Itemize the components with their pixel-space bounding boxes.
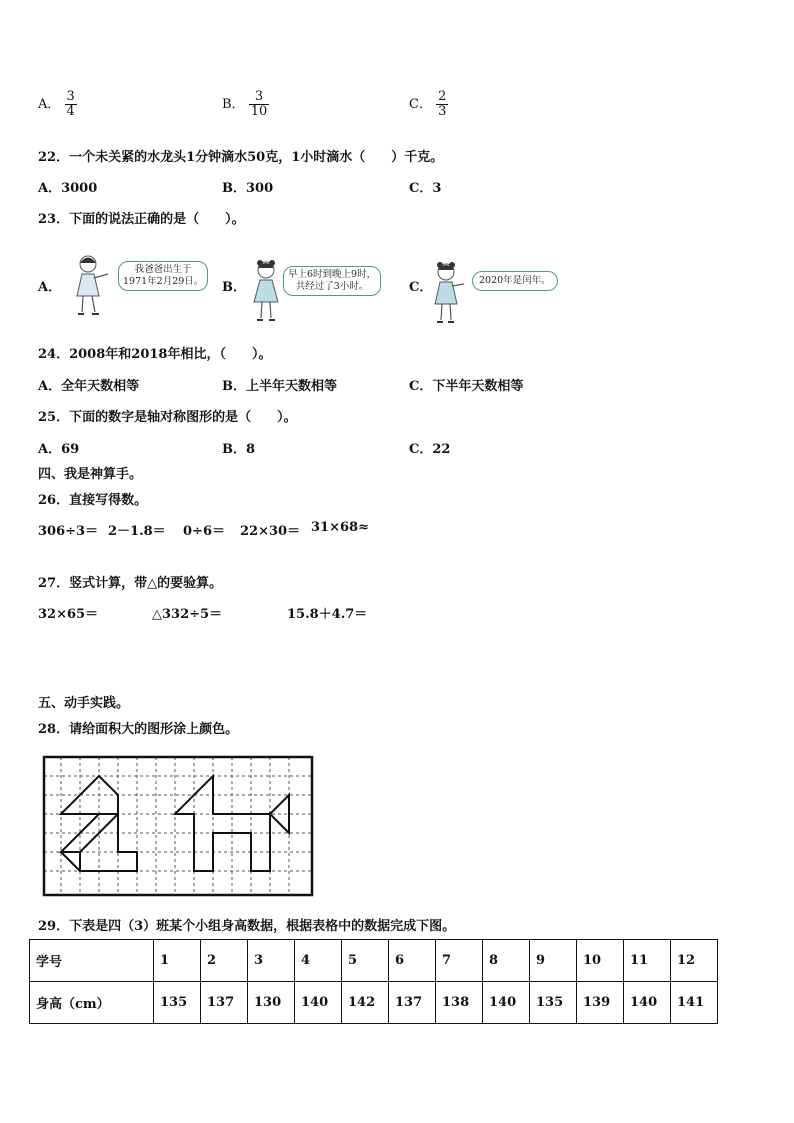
speech-bubble-a	[118, 261, 208, 291]
q28-stem: 28．请给面积大的图形涂上颜色。	[38, 722, 239, 737]
q24-option-b[interactable]: B．上半年天数相等	[222, 379, 337, 394]
option-label: B．	[222, 97, 245, 112]
q26-item: 22×30＝	[240, 524, 301, 539]
fraction	[249, 90, 270, 119]
bubble-line: 早上6时到晚上9时，	[288, 269, 377, 280]
table-cell: 11	[624, 940, 671, 982]
row-header-height: 身高（cm）	[30, 982, 154, 1024]
speech-bubble-b	[283, 266, 381, 296]
q25-stem: 25．下面的数字是轴对称图形的是（ ）。	[38, 410, 297, 425]
speech-bubble-c	[472, 271, 558, 291]
table-cell: 10	[577, 940, 624, 982]
q25-option-c[interactable]: C．22	[409, 442, 451, 457]
q22-option-a[interactable]: A．3000	[38, 181, 98, 196]
grid-border	[44, 757, 312, 895]
table-cell: 9	[530, 940, 577, 982]
fraction	[436, 90, 448, 119]
table-cell: 141	[671, 982, 718, 1024]
q22-stem: 22．一个未关紧的水龙头1分钟滴水50克，1小时滴水（ ）千克。	[38, 150, 444, 165]
fraction	[65, 90, 77, 119]
q24-option-c[interactable]: C．下半年天数相等	[409, 379, 524, 394]
table-cell: 140	[483, 982, 530, 1024]
numerator: 3	[249, 90, 270, 105]
table-cell: 3	[248, 940, 295, 982]
option-label: A．	[38, 97, 61, 112]
numerator: 2	[438, 89, 447, 104]
table-cell: 5	[342, 940, 389, 982]
denominator: 4	[66, 104, 75, 119]
q26-item: 306÷3＝	[38, 524, 99, 539]
shape-left-edge	[61, 852, 80, 871]
q27-item: △332÷5＝	[152, 607, 223, 622]
table-cell: 12	[671, 940, 718, 982]
table-cell: 137	[389, 982, 436, 1024]
q22-option-b[interactable]: B．300	[222, 181, 274, 196]
numerator: 3	[66, 89, 75, 104]
q25-option-b[interactable]: B．8	[222, 442, 256, 457]
table-row	[30, 940, 718, 982]
table-cell: 130	[248, 982, 295, 1024]
section-five-title: 五、动手实践。	[38, 696, 130, 711]
q23-stem: 23．下面的说法正确的是（ ）。	[38, 212, 245, 227]
table-cell: 1	[154, 940, 201, 982]
table-cell: 4	[295, 940, 342, 982]
girl-figure-c	[432, 260, 468, 326]
row-header-student-number: 学号	[30, 940, 154, 982]
q26-stem: 26．直接写得数。	[38, 493, 148, 508]
girl-figure-a	[72, 252, 112, 318]
q24-option-a[interactable]: A．全年天数相等	[38, 379, 140, 394]
table-cell: 7	[436, 940, 483, 982]
q26-item: 0÷6＝	[183, 524, 225, 539]
table-cell: 138	[436, 982, 483, 1024]
q24-stem: 24．2008年和2018年相比，（ ）。	[38, 347, 272, 362]
bubble-line: 1971年2月29日。	[123, 276, 204, 287]
denominator: 10	[250, 104, 268, 119]
bubble-line: 我爸爸出生于	[134, 264, 192, 275]
q21-option-c[interactable]	[409, 90, 448, 119]
denominator: 3	[438, 104, 447, 119]
table-cell: 135	[530, 982, 577, 1024]
option-label: C．	[409, 97, 432, 112]
q26-item: 2－1.8＝	[108, 524, 166, 539]
table-cell: 8	[483, 940, 530, 982]
q27-item: 32×65＝	[38, 607, 99, 622]
table-cell: 139	[577, 982, 624, 1024]
table-cell: 2	[201, 940, 248, 982]
q27-stem: 27．竖式计算，带△的要验算。	[38, 576, 223, 591]
girl-figure-b	[248, 258, 284, 324]
q26-item: 31×68≈	[311, 520, 369, 535]
table-cell: 142	[342, 982, 389, 1024]
q23-option-b-label[interactable]: B．	[222, 280, 246, 295]
table-cell: 137	[201, 982, 248, 1024]
q23-option-a-label[interactable]: A．	[38, 280, 62, 295]
table-cell: 140	[295, 982, 342, 1024]
grid-lines	[44, 757, 312, 895]
grid-figure	[42, 755, 314, 897]
table-row	[30, 982, 718, 1024]
q23-option-c-label[interactable]: C．	[409, 280, 433, 295]
q25-option-a[interactable]: A．69	[38, 442, 80, 457]
q22-option-c[interactable]: C．3	[409, 181, 442, 196]
table-cell: 135	[154, 982, 201, 1024]
height-data-table	[29, 939, 718, 1024]
bubble-line: 共经过了3小时。	[295, 281, 369, 292]
q21-option-b[interactable]	[222, 90, 269, 119]
q21-option-a[interactable]	[38, 90, 77, 119]
bubble-line: 2020年是闰年。	[479, 275, 551, 286]
q29-stem: 29．下表是四（3）班某个小组身高数据，根据表格中的数据完成下图。	[38, 919, 456, 934]
section-four-title: 四、我是神算手。	[38, 467, 143, 482]
q27-item: 15.8＋4.7＝	[287, 607, 368, 622]
table-cell: 6	[389, 940, 436, 982]
table-cell: 140	[624, 982, 671, 1024]
